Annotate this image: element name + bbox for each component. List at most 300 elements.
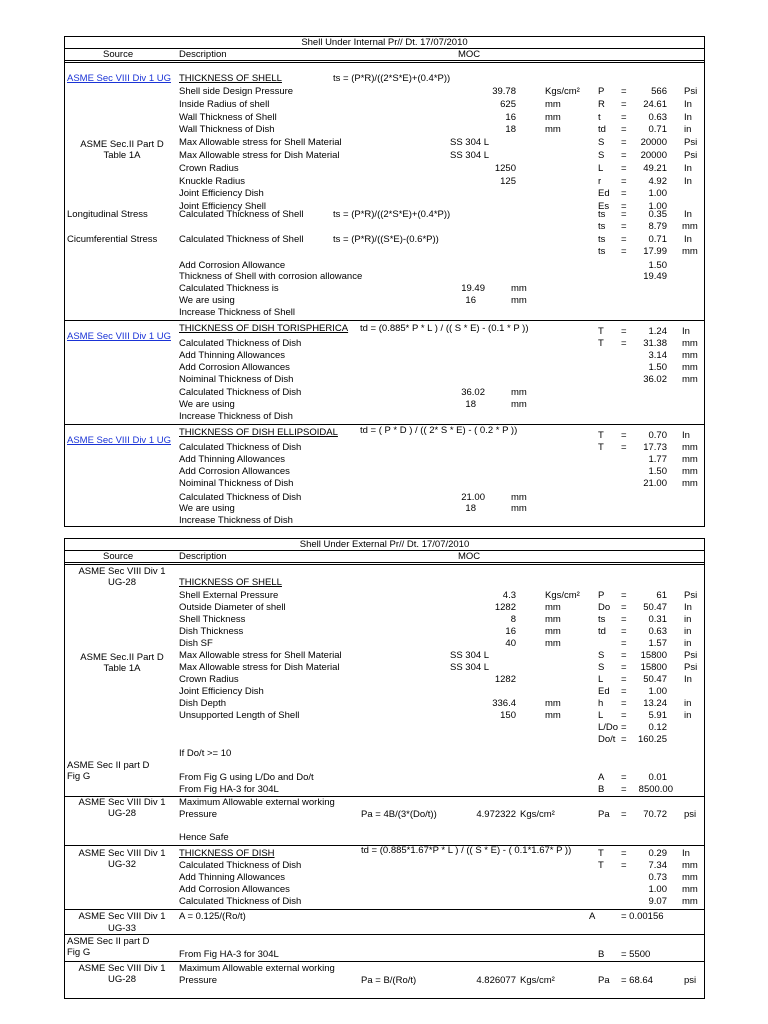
unit: mm bbox=[511, 295, 527, 306]
row-unit: Kgs/cm² bbox=[545, 86, 580, 97]
hence-safe: Hence Safe bbox=[179, 832, 229, 843]
td-symbol: T bbox=[598, 326, 604, 337]
row-result: 36.02 bbox=[643, 374, 667, 385]
row-result: 0.63 bbox=[648, 626, 667, 637]
row-equals: = bbox=[621, 442, 627, 453]
row-symbol: td bbox=[598, 626, 606, 637]
row-equals: = bbox=[621, 674, 627, 685]
row-description: Shell side Design Pressure bbox=[179, 86, 294, 97]
a-symbol: A bbox=[598, 772, 605, 783]
dish-tori-using-value: 18 bbox=[465, 399, 476, 410]
row-value: 4.3 bbox=[502, 590, 516, 601]
row-result-unit: mm bbox=[682, 442, 698, 453]
row-equals: = bbox=[621, 710, 627, 721]
row-description: Calculated Thickness of Dish bbox=[179, 442, 302, 453]
row-description: Knuckle Radius bbox=[179, 175, 246, 187]
row-result: 1.00 bbox=[648, 884, 667, 895]
ts-symbol: ts bbox=[598, 246, 606, 257]
b-symbol: B bbox=[598, 949, 605, 960]
increase-shell: Increase Thickness of Shell bbox=[179, 307, 295, 318]
row-result: 21.00 bbox=[643, 478, 667, 489]
b-symbol: B bbox=[598, 784, 605, 795]
row-description: Outside Diameter of shell bbox=[179, 602, 286, 613]
increase-dish: Increase Thickness of Dish bbox=[179, 515, 293, 526]
a-value: = 0.00156 bbox=[621, 911, 664, 922]
unit: mm bbox=[511, 283, 527, 294]
source-fig-g: ASME Sec II part D bbox=[67, 760, 150, 771]
row-description: Calculated Thickness of Dish bbox=[179, 860, 302, 871]
row-unit: Kgs/cm² bbox=[545, 590, 580, 601]
row-result: 9.07 bbox=[648, 896, 667, 907]
dish-tori-formula: td = (0.885* P * L ) / (( S * E) - (0.1 * P )) bbox=[360, 323, 529, 334]
row-equals: = bbox=[621, 326, 627, 337]
td-symbol: T bbox=[598, 442, 604, 453]
row-equals: = bbox=[621, 201, 627, 213]
pa-result: = 68.64 bbox=[621, 975, 653, 986]
row-symbol: Es bbox=[598, 201, 610, 213]
row-unit: mm bbox=[545, 626, 561, 637]
source-ug28-code: UG-28 bbox=[108, 577, 136, 588]
asme-link[interactable]: ASME Sec VIII Div 1 UG bbox=[67, 331, 171, 342]
row-unit: mm bbox=[545, 98, 561, 110]
row-result: 50.47 bbox=[643, 602, 667, 613]
row-symbol: h bbox=[598, 698, 604, 709]
a-value: 0.01 bbox=[648, 772, 667, 783]
unit: In bbox=[684, 209, 692, 220]
row-value: 150 bbox=[500, 710, 516, 721]
dish-heading: THICKNESS OF DISH bbox=[179, 848, 275, 859]
row-symbol: ts bbox=[598, 614, 606, 625]
row-equals: = bbox=[621, 662, 627, 673]
row-result: 1.00 bbox=[648, 188, 667, 200]
row-moc: SS 304 L bbox=[450, 650, 490, 661]
unit: mm bbox=[682, 246, 698, 257]
source-ug32: ASME Sec VIII Div 1 bbox=[78, 848, 166, 859]
row-description: Dish Depth bbox=[179, 698, 226, 709]
col-description-header: Description bbox=[179, 49, 227, 60]
row-symbol: Ed bbox=[598, 188, 610, 200]
circumferential-formula: ts = (P*R)/((S*E)-(0.6*P)) bbox=[333, 234, 439, 245]
row-result: 13.24 bbox=[643, 698, 667, 709]
row-result-unit: mm bbox=[682, 362, 698, 373]
from-fig-g: From Fig G using L/Do and Do/t bbox=[179, 772, 314, 783]
unit: mm bbox=[511, 503, 527, 514]
eq: = bbox=[621, 221, 627, 232]
row-symbol: R bbox=[598, 98, 605, 110]
dish-ell-heading: THICKNESS OF DISH ELLIPSOIDAL bbox=[179, 427, 338, 438]
row-symbol: L bbox=[598, 674, 604, 685]
longitudinal-desc: Calculated Thickness of Shell bbox=[179, 209, 304, 220]
eq: = bbox=[621, 772, 627, 783]
unit: psi bbox=[684, 809, 697, 820]
row-equals: = bbox=[621, 590, 627, 601]
row-result-unit: mm bbox=[682, 884, 698, 895]
td-symbol: T bbox=[598, 338, 604, 349]
row-equals: = bbox=[621, 98, 627, 110]
row-result-unit: Psi bbox=[684, 137, 698, 149]
row-description: Joint Efficiency Shell bbox=[179, 201, 266, 213]
row-result-unit: mm bbox=[682, 896, 698, 907]
row-symbol: S bbox=[598, 662, 605, 673]
row-result: 50.47 bbox=[643, 674, 667, 685]
calculated-is-value: 19.49 bbox=[461, 283, 485, 294]
dish-ell-calc-value: 21.00 bbox=[461, 492, 485, 503]
row-description: Noiminal Thickness of Dish bbox=[179, 478, 294, 489]
row-result: 17.73 bbox=[643, 442, 667, 453]
row-result: 1.24 bbox=[648, 326, 667, 337]
from-fig-ha3: From Fig HA-3 for 304L bbox=[179, 949, 279, 960]
row-result-unit: In bbox=[684, 162, 692, 174]
ts-symbol: ts bbox=[598, 221, 606, 232]
dish-tori-heading: THICKNESS OF DISH TORISPHERICA bbox=[179, 323, 349, 334]
row-description: Add Thinning Allowances bbox=[179, 872, 285, 883]
row-result: 15800 bbox=[640, 650, 667, 661]
row-equals: = bbox=[621, 722, 627, 733]
row-result-unit: In bbox=[684, 111, 692, 123]
row-description: Shell Thickness bbox=[179, 614, 246, 625]
table-1a-label: Table 1A bbox=[103, 150, 141, 161]
row-result-unit: In bbox=[684, 98, 692, 110]
circumferential-stress-label: Cicumferential Stress bbox=[67, 234, 158, 245]
source-ug33-code: UG-33 bbox=[108, 923, 136, 934]
row-result-unit: In bbox=[682, 326, 690, 337]
row-description: Noiminal Thickness of Dish bbox=[179, 374, 294, 385]
row-value: 18 bbox=[505, 124, 516, 136]
sheet-title: Shell Under Internal Pr// Dt. 17/07/2010 bbox=[65, 37, 704, 49]
row-result: 0.63 bbox=[648, 111, 667, 123]
row-result-unit: In bbox=[682, 848, 690, 859]
row-result: 4.92 bbox=[648, 175, 667, 187]
row-value: 336.4 bbox=[492, 698, 516, 709]
external-pressure-sheet bbox=[64, 538, 705, 999]
row-description: Crown Radius bbox=[179, 674, 239, 685]
row-description: Calculated Thickness of Dish bbox=[179, 338, 302, 349]
divider bbox=[65, 909, 704, 910]
row-result: 1.50 bbox=[648, 466, 667, 477]
pa-formula: Pa = B/(Ro/t) bbox=[361, 975, 417, 986]
row-equals: = bbox=[621, 137, 627, 149]
row-moc: SS 304 L bbox=[450, 137, 490, 149]
row-result: 1.50 bbox=[648, 362, 667, 373]
row-value: 625 bbox=[500, 98, 516, 110]
shell-heading: THICKNESS OF SHELL bbox=[179, 577, 282, 588]
header-row bbox=[65, 49, 704, 61]
add-corrosion: Add Corrosion Allowance bbox=[179, 260, 286, 271]
row-description: Joint Efficiency Dish bbox=[179, 686, 264, 697]
eq: = bbox=[621, 784, 627, 795]
td-symbol: T bbox=[598, 860, 604, 871]
dish-tori-calc: Calculated Thickness of Dish bbox=[179, 387, 302, 398]
td-symbol: T bbox=[598, 848, 604, 859]
row-description: Crown Radius bbox=[179, 162, 239, 174]
row-result-unit: in bbox=[684, 710, 692, 721]
row-result: 61 bbox=[656, 590, 667, 601]
source-ug28-code: UG-28 bbox=[108, 974, 136, 985]
pa-unit: Kgs/cm² bbox=[520, 975, 555, 986]
row-description: Wall Thickness of Shell bbox=[179, 111, 277, 123]
ts-symbol: ts bbox=[598, 234, 606, 245]
row-symbol: S bbox=[598, 650, 605, 661]
dish-tori-calc-value: 36.02 bbox=[461, 387, 485, 398]
row-result-unit: in bbox=[684, 626, 692, 637]
row-symbol: Do bbox=[598, 602, 611, 613]
td-symbol: T bbox=[598, 430, 604, 441]
row-symbol: td bbox=[598, 124, 606, 136]
row-symbol: S bbox=[598, 137, 605, 149]
pa-value: 4.972322 bbox=[476, 809, 516, 820]
row-value: 8 bbox=[510, 614, 516, 625]
row-result-unit: in bbox=[684, 638, 692, 649]
dish-ell-using-value: 18 bbox=[465, 503, 476, 514]
row-result-unit: Psi bbox=[684, 650, 698, 661]
row-result: 15800 bbox=[640, 662, 667, 673]
row-symbol: Ed bbox=[598, 686, 610, 697]
row-description: Add Thinning Allowances bbox=[179, 350, 285, 361]
max-allowable-external-2: Pressure bbox=[179, 975, 218, 986]
source-ug32-code: UG-32 bbox=[108, 859, 136, 870]
row-result: 160.25 bbox=[637, 734, 667, 745]
if-do-t: If Do/t >= 10 bbox=[179, 748, 232, 759]
row-description: Add Corrosion Allowances bbox=[179, 362, 290, 373]
max-allowable-external: Maximum Allowable external working bbox=[179, 797, 335, 808]
divider bbox=[65, 62, 704, 63]
source-ug28: ASME Sec VIII Div 1 bbox=[78, 797, 166, 808]
row-unit: mm bbox=[545, 614, 561, 625]
pa-value: 4.826077 bbox=[476, 975, 516, 986]
row-result-unit: in bbox=[684, 124, 692, 136]
row-result-unit: Psi bbox=[684, 86, 698, 97]
row-result-unit: mm bbox=[682, 872, 698, 883]
unit: In bbox=[684, 234, 692, 245]
row-result: 5.91 bbox=[648, 710, 667, 721]
row-result: 1.00 bbox=[648, 686, 667, 697]
source-ug28: ASME Sec VIII Div 1 bbox=[78, 963, 166, 974]
row-result: 1.57 bbox=[648, 638, 667, 649]
sheet-title: Shell Under External Pr// Dt. 17/07/2010 bbox=[65, 539, 704, 551]
asme-ii-label: ASME Sec.II Part D bbox=[80, 652, 164, 663]
row-description: Max Allowable stress for Dish Material bbox=[179, 150, 340, 161]
row-value: 125 bbox=[500, 175, 516, 187]
row-result: 0.29 bbox=[648, 848, 667, 859]
ts-symbol: ts bbox=[598, 209, 606, 220]
row-equals: = bbox=[621, 162, 627, 174]
max-allowable-external-2: Pressure bbox=[179, 809, 218, 820]
row-symbol: L bbox=[598, 710, 604, 721]
row-result: 20000 bbox=[640, 150, 667, 161]
divider bbox=[65, 320, 704, 321]
dish-tori-using: We are using bbox=[179, 399, 235, 410]
we-are-using-value: 16 bbox=[465, 295, 476, 306]
eq: = bbox=[621, 809, 627, 820]
source-ug28: ASME Sec VIII Div 1 bbox=[78, 566, 166, 577]
row-description: Unsupported Length of Shell bbox=[179, 710, 300, 721]
row-description: Add Corrosion Allowances bbox=[179, 466, 290, 477]
unit: mm bbox=[511, 492, 527, 503]
row-result-unit: mm bbox=[682, 374, 698, 385]
row-result-unit: Psi bbox=[684, 662, 698, 673]
row-result-unit: mm bbox=[682, 338, 698, 349]
row-symbol: Do/t bbox=[598, 734, 616, 745]
row-result-unit: mm bbox=[682, 454, 698, 465]
row-equals: = bbox=[621, 686, 627, 697]
pa-unit: Kgs/cm² bbox=[520, 809, 555, 820]
row-description: Dish Thickness bbox=[179, 626, 244, 637]
row-equals: = bbox=[621, 430, 627, 441]
row-description: Wall Thickness of Dish bbox=[179, 124, 275, 136]
row-equals: = bbox=[621, 175, 627, 187]
longitudinal-formula: ts = (P*R)/((2*S*E)+(0.4*P)) bbox=[333, 209, 451, 220]
circ-res-mm: 17.99 bbox=[643, 246, 667, 257]
row-equals: = bbox=[621, 188, 627, 200]
row-unit: mm bbox=[545, 638, 561, 649]
row-symbol: L bbox=[598, 162, 604, 174]
row-description: Dish SF bbox=[179, 638, 213, 649]
row-result: 24.61 bbox=[643, 98, 667, 110]
row-symbol: r bbox=[598, 175, 602, 187]
row-result: 31.38 bbox=[643, 338, 667, 349]
divider bbox=[65, 961, 704, 962]
row-symbol: t bbox=[598, 111, 601, 123]
row-symbol: P bbox=[598, 86, 605, 97]
row-value: 16 bbox=[505, 626, 516, 637]
thickness-with-corrosion: Thickness of Shell with corrosion allowance bbox=[179, 271, 363, 282]
circumferential-desc: Calculated Thickness of Shell bbox=[179, 234, 304, 245]
row-result-unit: mm bbox=[682, 350, 698, 361]
asme-link[interactable]: ASME Sec VIII Div 1 UG bbox=[67, 73, 171, 84]
source-ug33: ASME Sec VIII Div 1 bbox=[78, 911, 166, 922]
asme-ii-label: ASME Sec.II Part D bbox=[80, 139, 164, 150]
asme-link[interactable]: ASME Sec VIII Div 1 UG bbox=[67, 435, 171, 446]
row-result: 0.70 bbox=[648, 430, 667, 441]
row-description: Shell External Pressure bbox=[179, 590, 279, 601]
row-result: 0.71 bbox=[648, 124, 667, 136]
divider bbox=[65, 934, 704, 935]
b-value: 8500.00 bbox=[638, 784, 673, 795]
row-equals: = bbox=[621, 848, 627, 859]
a-formula: A = 0.125/(Ro/t) bbox=[179, 911, 246, 922]
dish-ell-formula: td = ( P * D ) / (( 2* S * E) - ( 0.2 * P )) bbox=[360, 425, 518, 436]
row-description: Max Allowable stress for Dish Material bbox=[179, 662, 340, 673]
row-equals: = bbox=[621, 150, 627, 161]
pa-result: 70.72 bbox=[643, 809, 667, 820]
increase-dish: Increase Thickness of Dish bbox=[179, 411, 293, 422]
col-description-header: Description bbox=[179, 551, 227, 562]
row-result: 3.14 bbox=[648, 350, 667, 361]
add-corrosion-value: 1.50 bbox=[648, 260, 667, 271]
row-equals: = bbox=[621, 638, 627, 649]
row-result-unit: in bbox=[684, 698, 692, 709]
divider bbox=[65, 564, 704, 565]
pa-formula: Pa = 4B/(3*(Do/t)) bbox=[361, 809, 437, 820]
dish-ell-using: We are using bbox=[179, 503, 235, 514]
header-row bbox=[65, 551, 704, 563]
row-unit: mm bbox=[545, 710, 561, 721]
row-result-unit: mm bbox=[682, 466, 698, 477]
row-result-unit: In bbox=[682, 430, 690, 441]
row-symbol: L/Do bbox=[598, 722, 619, 733]
row-result: 1.77 bbox=[648, 454, 667, 465]
row-value: 16 bbox=[505, 111, 516, 123]
unit: mm bbox=[511, 387, 527, 398]
table-1a-label: Table 1A bbox=[103, 663, 141, 674]
row-value: 39.78 bbox=[492, 86, 516, 97]
row-result: 0.73 bbox=[648, 872, 667, 883]
row-result-unit: in bbox=[684, 614, 692, 625]
row-description: Max Allowable stress for Shell Material bbox=[179, 650, 342, 661]
col-source-header: Source bbox=[103, 49, 134, 60]
longitudinal-stress-label: Longitudinal Stress bbox=[67, 209, 148, 220]
unit: psi bbox=[684, 975, 697, 986]
eq: = bbox=[621, 209, 627, 220]
row-result: 7.34 bbox=[648, 860, 667, 871]
row-description: Add Corrosion Allowances bbox=[179, 884, 290, 895]
row-result-unit: In bbox=[684, 602, 692, 613]
row-value: 40 bbox=[505, 638, 516, 649]
row-result-unit: Psi bbox=[684, 150, 698, 161]
row-equals: = bbox=[621, 86, 627, 97]
row-result: 1.00 bbox=[648, 201, 667, 213]
calculated-is: Calculated Thickness is bbox=[179, 283, 279, 294]
row-symbol: S bbox=[598, 150, 605, 161]
row-unit: mm bbox=[545, 698, 561, 709]
pa-symbol: Pa bbox=[598, 975, 610, 986]
unit: mm bbox=[511, 399, 527, 410]
row-description: Inside Radius of shell bbox=[179, 98, 270, 110]
row-equals: = bbox=[621, 626, 627, 637]
row-symbol: P bbox=[598, 590, 605, 601]
row-equals: = bbox=[621, 650, 627, 661]
unit: mm bbox=[682, 221, 698, 232]
row-result: 0.12 bbox=[648, 722, 667, 733]
row-result-unit: In bbox=[684, 674, 692, 685]
dish-ell-calc: Calculated Thickness of Dish bbox=[179, 492, 302, 503]
col-source-header: Source bbox=[103, 551, 134, 562]
row-moc: SS 304 L bbox=[450, 150, 490, 161]
dish-formula: td = (0.885*1.67*P * L ) / (( S * E) - ( 0.1*1.67* P )) bbox=[361, 845, 572, 856]
row-result-unit: mm bbox=[682, 860, 698, 871]
eq: = bbox=[621, 246, 627, 257]
col-moc-header: MOC bbox=[458, 49, 481, 60]
internal-pressure-sheet bbox=[64, 36, 705, 527]
a-symbol: A bbox=[589, 911, 596, 922]
row-equals: = bbox=[621, 614, 627, 625]
source-fig-g: ASME Sec II part D bbox=[67, 936, 150, 947]
thickness-with-corrosion-value: 19.49 bbox=[643, 271, 667, 282]
row-equals: = bbox=[621, 338, 627, 349]
row-value: 1282 bbox=[494, 602, 516, 613]
source-fig-g-code: Fig G bbox=[67, 947, 91, 958]
max-allowable-external: Maximum Allowable external working bbox=[179, 963, 335, 974]
row-description: Joint Efficiency Dish bbox=[179, 188, 264, 200]
row-result: 566 bbox=[651, 86, 667, 97]
from-fig-ha3: From Fig HA-3 for 304L bbox=[179, 784, 279, 795]
row-result: 20000 bbox=[640, 137, 667, 149]
row-unit: mm bbox=[545, 111, 561, 123]
long-res-in: 0.35 bbox=[648, 209, 667, 220]
b-value: = 5500 bbox=[621, 949, 651, 960]
col-moc-header: MOC bbox=[458, 551, 481, 562]
we-are-using: We are using bbox=[179, 295, 235, 306]
row-value: 1250 bbox=[494, 162, 516, 174]
row-description: Add Thinning Allowances bbox=[179, 454, 285, 465]
row-equals: = bbox=[621, 860, 627, 871]
row-value: 1282 bbox=[494, 674, 516, 685]
row-result-unit: In bbox=[684, 175, 692, 187]
circ-res-in: 0.71 bbox=[648, 234, 667, 245]
row-description: Max Allowable stress for Shell Material bbox=[179, 137, 342, 149]
row-equals: = bbox=[621, 698, 627, 709]
row-result: 49.21 bbox=[643, 162, 667, 174]
